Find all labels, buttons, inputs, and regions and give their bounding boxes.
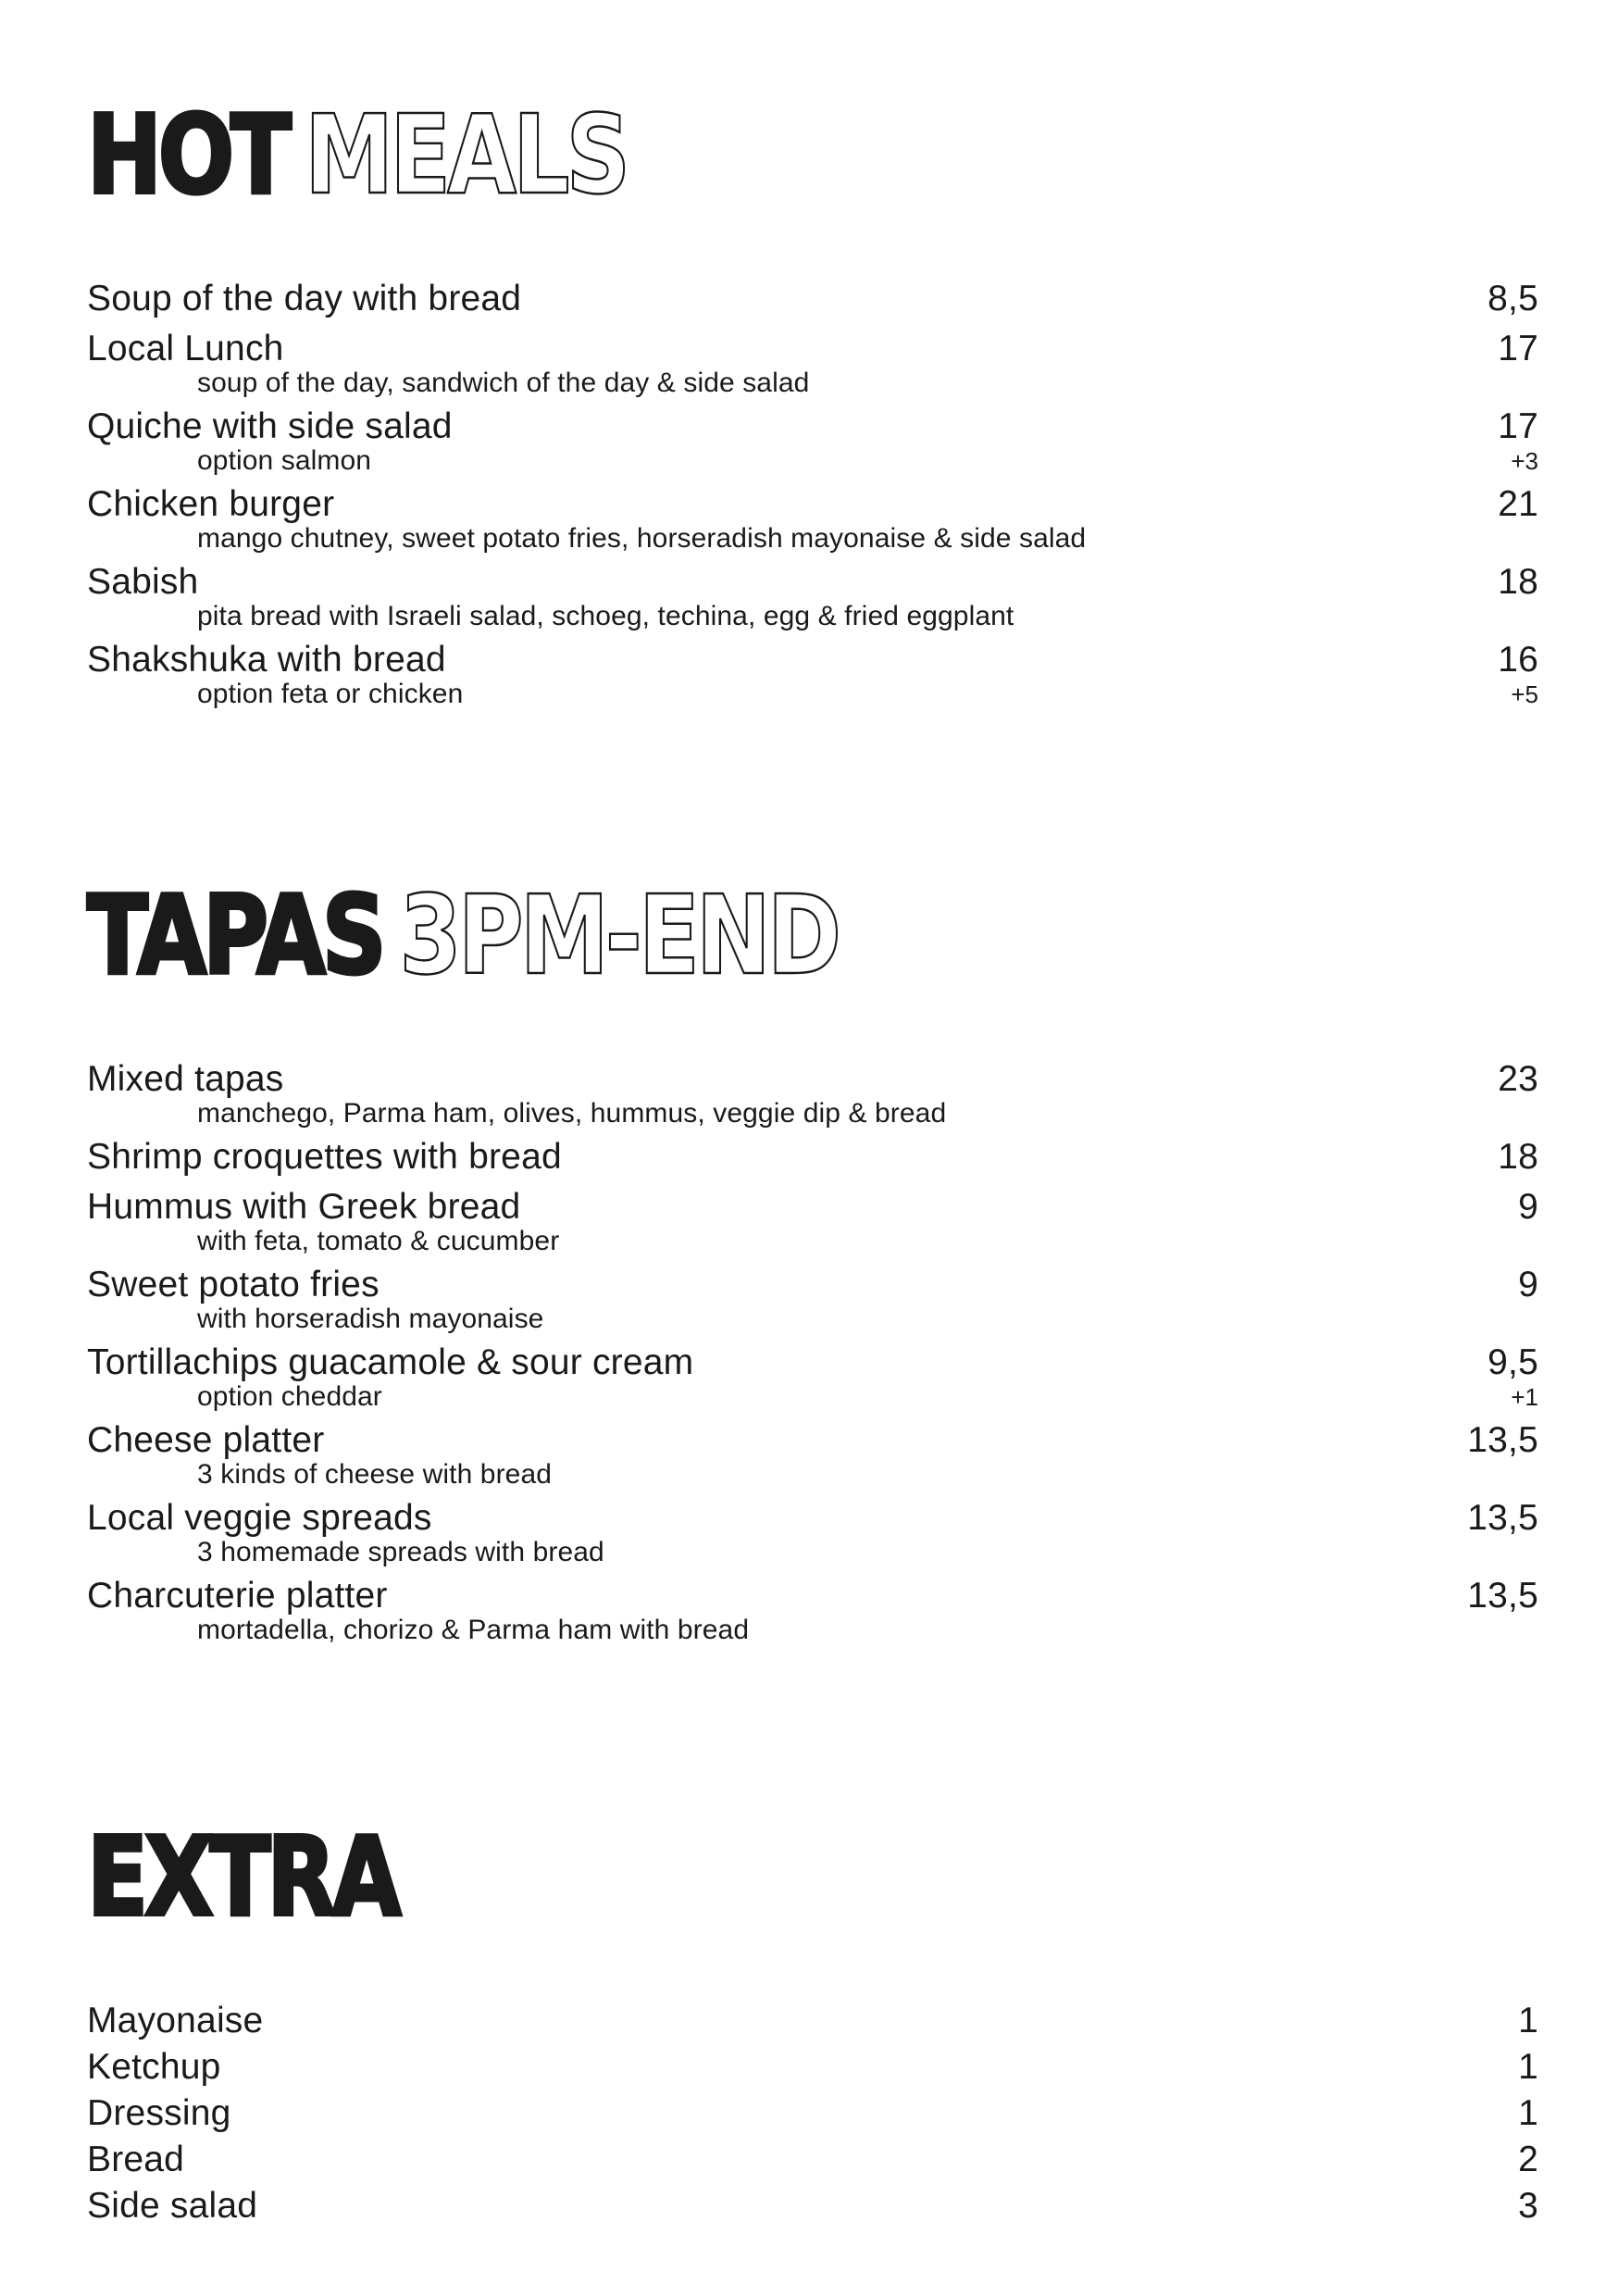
menu-item-name: Charcuterie platter (87, 1576, 388, 1616)
menu-item-price: 1 (1518, 2001, 1538, 2040)
menu-item-name: Mayonaise (87, 2001, 264, 2040)
menu-item (87, 559, 1538, 637)
menu-item-name: Tortillachips guacamole & sour cream (87, 1342, 694, 1382)
menu-item (87, 326, 1538, 404)
menu-item-price: 13,5 (1467, 1498, 1538, 1538)
menu-item (87, 2044, 1538, 2090)
menu-item-price: 21 (1498, 484, 1538, 524)
menu-item-description: soup of the day, sandwich of the day & side salad (197, 368, 810, 398)
menu-item-option-price: +3 (1511, 447, 1538, 475)
heading-outline-text: 3PM-END (399, 871, 838, 999)
menu-item-price: 18 (1498, 562, 1538, 602)
menu-item-price: 8,5 (1487, 279, 1538, 318)
menu-item-name: Sweet potato fries (87, 1265, 380, 1304)
menu-item (87, 1998, 1538, 2044)
menu-item-name: Bread (87, 2140, 185, 2179)
heading-solid-text: HOT (87, 91, 288, 218)
hot-meals-list (87, 276, 1538, 715)
menu-item-description: with feta, tomato & cucumber (197, 1226, 560, 1256)
menu-item-name: Hummus with Greek bread (87, 1187, 521, 1227)
menu-item (87, 2090, 1538, 2137)
menu-item (87, 1056, 1538, 1134)
extra-heading (87, 1813, 1277, 1940)
menu-item (87, 276, 1538, 326)
menu-item (87, 1262, 1538, 1340)
menu-item-name: Mixed tapas (87, 1059, 284, 1099)
menu-item-price: 9 (1518, 1187, 1538, 1227)
tapas-section (87, 871, 1538, 1651)
menu-item-price: 9 (1518, 1265, 1538, 1304)
menu-item (87, 2137, 1538, 2183)
heading-outline-text: MEALS (304, 91, 628, 218)
menu-item (87, 404, 1538, 481)
hot-meals-heading (87, 91, 1277, 218)
menu-item-description: option salmon (197, 445, 372, 476)
menu-item-price: 23 (1498, 1059, 1538, 1099)
menu-item-name: Quiche with side salad (87, 406, 453, 446)
menu-item-description: 3 kinds of cheese with bread (197, 1459, 553, 1490)
menu-item-price: 13,5 (1467, 1576, 1538, 1616)
menu-item-price: 16 (1498, 640, 1538, 680)
menu-item-price: 13,5 (1467, 1420, 1538, 1460)
menu-item (87, 481, 1538, 559)
menu-item (87, 1495, 1538, 1573)
menu-item-description: with horseradish mayonaise (197, 1304, 544, 1334)
menu-item-price: 1 (1518, 2093, 1538, 2133)
menu-item (87, 2183, 1538, 2229)
menu-item-price: 18 (1498, 1137, 1538, 1177)
menu-item-price: 17 (1498, 329, 1538, 368)
menu-item-description: manchego, Parma ham, olives, hummus, veggie dip & bread (197, 1098, 947, 1129)
menu-item (87, 1134, 1538, 1184)
menu-item-name: Side salad (87, 2186, 258, 2226)
menu-item-name: Soup of the day with bread (87, 279, 522, 318)
menu-item (87, 1573, 1538, 1651)
tapas-heading (87, 871, 1277, 999)
menu-item-description: option cheddar (197, 1381, 382, 1412)
menu-item-description: option feta or chicken (197, 679, 464, 709)
menu-item-name: Cheese platter (87, 1420, 325, 1460)
menu-item (87, 1184, 1538, 1262)
menu-item-option-price: +5 (1511, 680, 1538, 708)
menu-item-name: Local veggie spreads (87, 1498, 432, 1538)
menu-item-name: Shrimp croquettes with bread (87, 1137, 562, 1177)
menu-item (87, 1340, 1538, 1417)
menu-item-price: 17 (1498, 406, 1538, 446)
menu-item-name: Sabish (87, 562, 199, 602)
menu-item-description: pita bread with Israeli salad, schoeg, techina, egg & fried eggplant (197, 601, 1014, 631)
menu-item-name: Chicken burger (87, 484, 335, 524)
heading-solid-text: TAPAS (87, 871, 383, 999)
menu-item-name: Shakshuka with bread (87, 640, 446, 680)
extra-list (87, 1998, 1538, 2229)
extra-section (87, 1813, 1538, 2229)
menu-item-price: 9,5 (1487, 1342, 1538, 1382)
menu-item-option-price: +1 (1511, 1383, 1538, 1411)
menu-item-price: 2 (1518, 2140, 1538, 2179)
menu-item-description: mortadella, chorizo & Parma ham with bread (197, 1615, 750, 1645)
menu-item (87, 637, 1538, 715)
menu-item-description: 3 homemade spreads with bread (197, 1537, 604, 1567)
menu-item-price: 1 (1518, 2047, 1538, 2087)
heading-solid-text: EXTRA (87, 1813, 398, 1940)
menu-item-name: Local Lunch (87, 329, 284, 368)
menu-item (87, 1417, 1538, 1495)
tapas-list (87, 1056, 1538, 1651)
menu-item-description: mango chutney, sweet potato fries, horseradish mayonaise & side salad (197, 523, 1087, 554)
menu-item-name: Ketchup (87, 2047, 221, 2087)
menu-item-name: Dressing (87, 2093, 231, 2133)
menu-item-price: 3 (1518, 2186, 1538, 2226)
hot-meals-section (87, 91, 1538, 715)
